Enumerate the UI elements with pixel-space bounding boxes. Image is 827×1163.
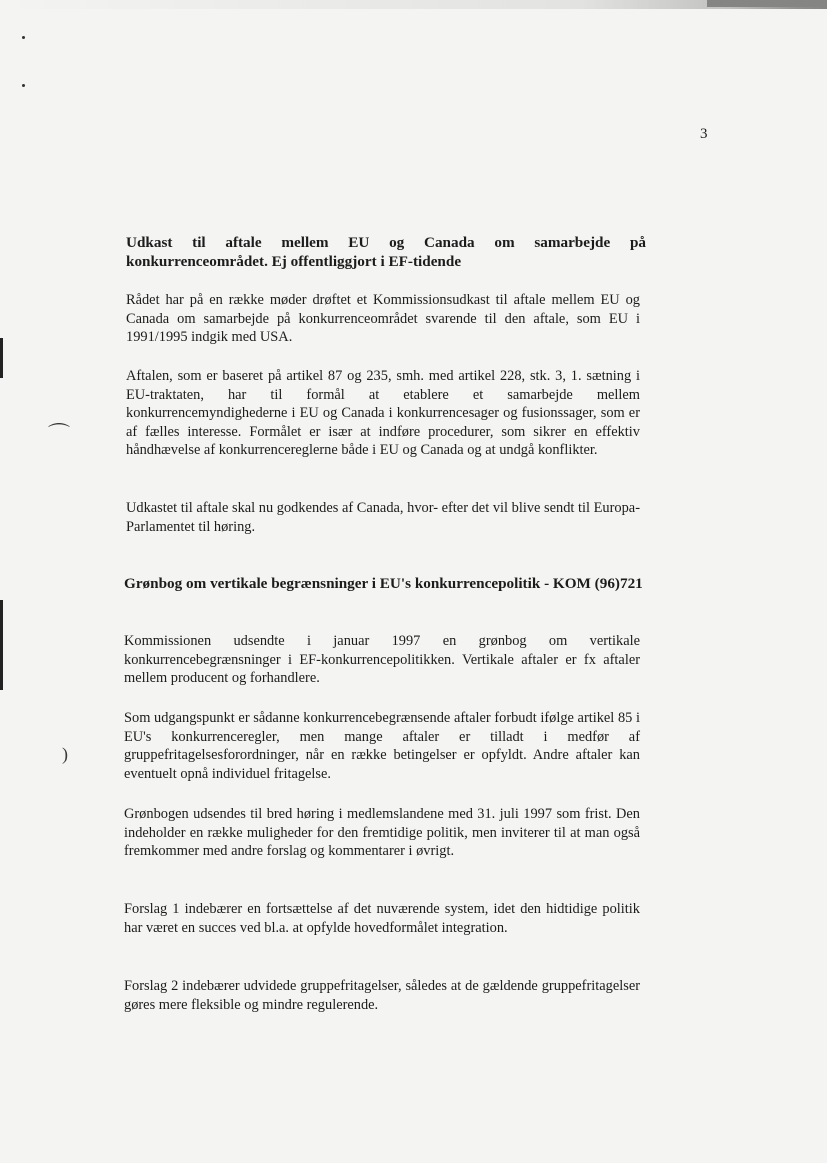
scan-margin-line (0, 600, 3, 690)
page-number: 3 (700, 126, 708, 142)
section-heading: Udkast til aftale mellem EU og Canada om samarbejde på konkurrenceområdet. Ej offentliggjort i EF-tidende (126, 234, 646, 270)
paragraph: Grønbogen udsendes til bred høring i medlemslandene med 31. juli 1997 som frist. Den indeholder en række muligheder for den fremtidige politik, men inviterer til at man også fremkommer med andre forslag og kommentarer i øvrigt. (124, 806, 640, 859)
paragraph: Forslag 1 indebærer en fortsættelse af det nuværende system, idet den hidtidige politik har været en succes ved bl.a. at opfylde hovedformålet integration. (124, 901, 640, 936)
punch-hole-mark: ) (62, 744, 68, 764)
scan-speck (22, 84, 25, 87)
section-heading: Grønbog om vertikale begrænsninger i EU's konkurrencepolitik - KOM (96)721 (124, 575, 643, 592)
paragraph: Kommissionen udsendte i januar 1997 en grønbog om vertikale konkurrencebegrænsninger i EF-konkurrencepolitikken. Vertikale aftaler er fx aftaler mellem producent og forhandlere. (124, 633, 640, 686)
paragraph: Som udgangspunkt er sådanne konkurrencebegrænsende aftaler forbudt ifølge artikel 85 i EU's konkurrenceregler, men mange aftaler er tilladt i medfør af gruppefritagelsesforordninger, når en række betingelser er opfyldt. Andre aftaler kan eventuelt opnå individuel fritagelse. (124, 710, 640, 782)
scan-margin-line (0, 338, 3, 378)
paragraph: Aftalen, som er baseret på artikel 87 og 235, smh. med artikel 228, stk. 3, 1. sætning i EU-traktaten, har til formål at etablere et samarbejde mellem konkurrencemyndighederne i EU og Canada i konkurrencesager og fusionssager, som er af fælles interesse. Formålet er især at indføre procedurer, som sikrer en effektiv håndhævelse af konkurrencereglerne både i EU og Canada og at undgå konflikter. (126, 368, 640, 458)
paragraph: Rådet har på en række møder drøftet et Kommissionsudkast til aftale mellem EU og Canada om samarbejde på konkurrenceområdet svarende til den aftale, som EU i 1991/1995 indgik med USA. (126, 292, 640, 345)
paragraph: Udkastet til aftale skal nu godkendes af Canada, hvor- efter det vil blive sendt til Europa-Parlamentet til høring. (126, 500, 640, 535)
scan-edge-top (0, 0, 827, 9)
punch-hole-mark: ⌒ (48, 422, 71, 447)
scan-speck (22, 36, 25, 39)
paragraph: Forslag 2 indebærer udvidede gruppefritagelser, således at de gældende gruppefritagelser gøres mere fleksible og mindre regulerende. (124, 978, 640, 1013)
